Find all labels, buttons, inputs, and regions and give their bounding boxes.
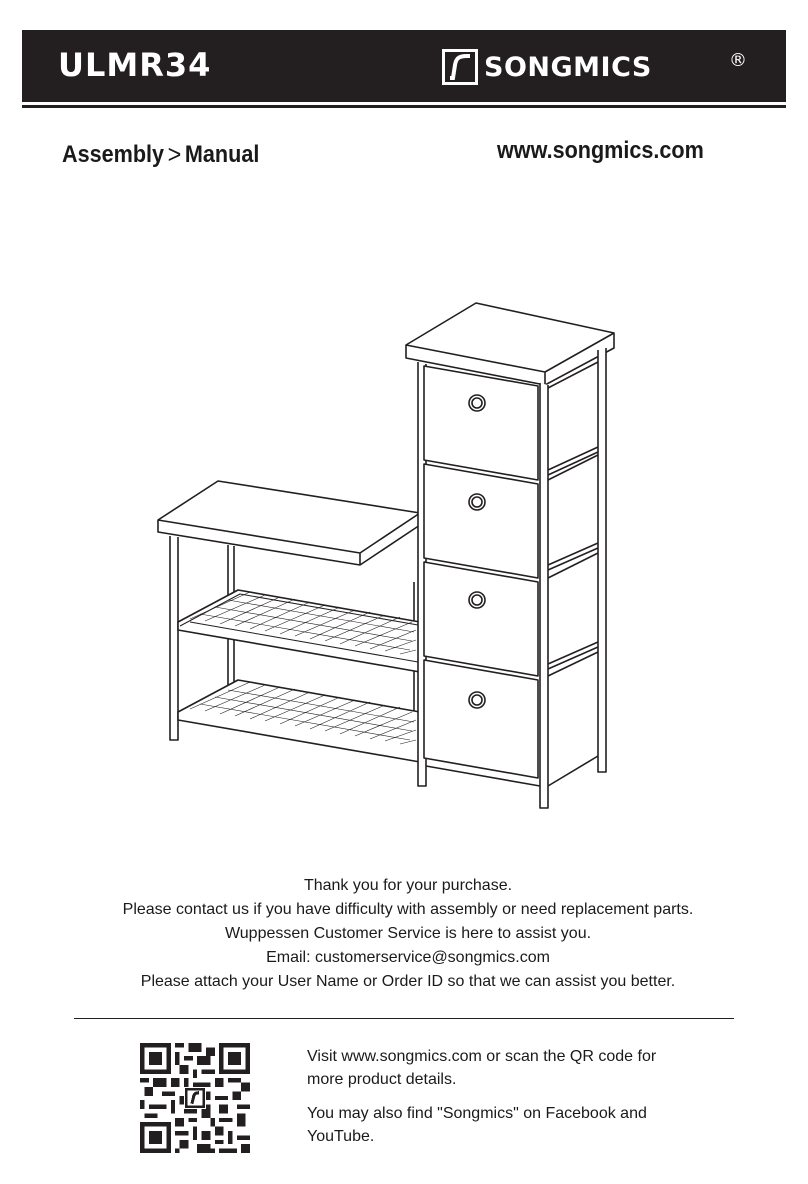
doc-title	[62, 139, 259, 170]
product-illustration	[150, 295, 630, 815]
footer-text	[307, 1045, 667, 1159]
registered-mark: ®	[729, 50, 747, 71]
doc-title-separator: >	[167, 139, 182, 169]
footer-visit-text: Visit www.songmics.com or scan the QR code for more product details.	[307, 1048, 657, 1088]
brand	[442, 47, 652, 87]
header-rule	[22, 105, 786, 108]
songmics-s-logo-icon	[442, 49, 478, 85]
brand-name: SONGMICS	[484, 51, 652, 83]
doc-title-part1: Assembly	[62, 140, 165, 168]
info-line-contact: Please contact us if you have difficulty with assembly or need replacement parts.	[122, 901, 694, 918]
info-line-service: Wuppessen Customer Service is here to assist you.	[224, 925, 592, 942]
qr-code-icon[interactable]	[140, 1043, 250, 1153]
doc-title-part2: Manual	[184, 140, 260, 168]
info-line-attach: Please attach your User Name or Order ID so that we can assist you better.	[140, 973, 676, 990]
website-link[interactable]: www.songmics.com	[497, 137, 704, 164]
customer-service-info	[60, 874, 756, 994]
info-line-thanks: Thank you for your purchase.	[303, 877, 513, 894]
model-code: ULMR34	[58, 46, 212, 84]
footer-social-text: You may also find "Songmics" on Facebook and YouTube.	[307, 1105, 647, 1145]
divider	[74, 1018, 734, 1019]
info-line-email[interactable]: Email: customerservice@songmics.com	[266, 949, 550, 966]
